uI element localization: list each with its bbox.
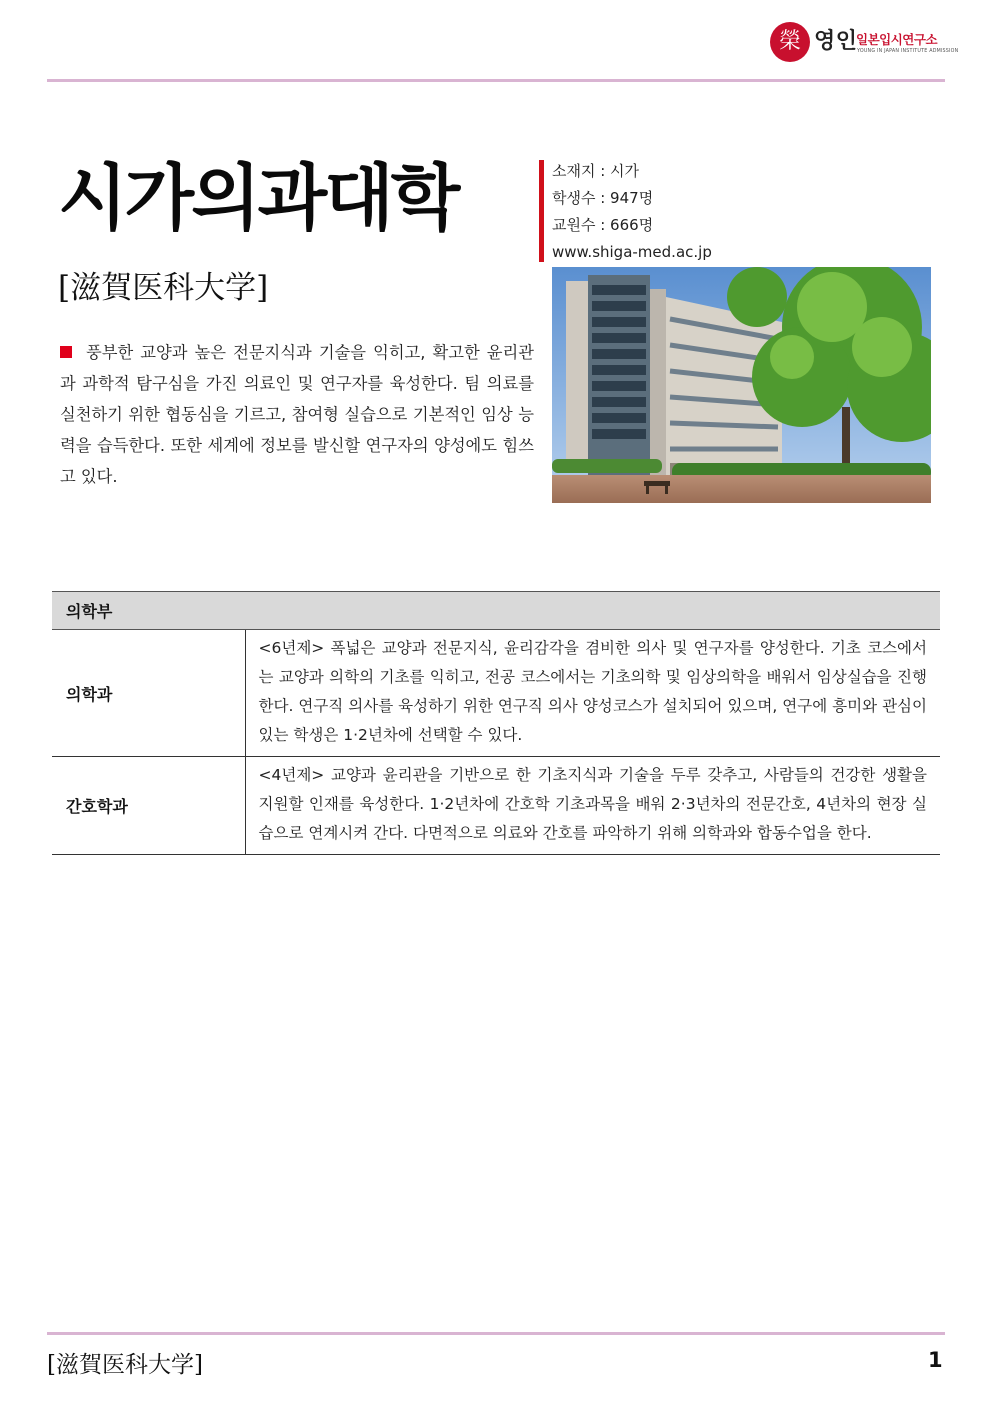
institute-logo — [770, 22, 960, 64]
page-title: 시가의과대학 — [58, 156, 458, 240]
logo-subtitle: 일본입시연구소 — [856, 32, 938, 47]
faculty-name: 의학부 — [52, 592, 940, 630]
page-subtitle: [滋賀医科大学] — [58, 270, 269, 306]
campus-photo — [552, 267, 931, 503]
info-website[interactable]: www.shiga-med.ac.jp — [552, 243, 712, 261]
red-square-bullet-icon — [60, 346, 72, 358]
logo-tagline: YOUNG IN JAPAN INSTITUTE ADMISSION — [857, 49, 959, 54]
table-row — [52, 630, 940, 757]
footer-divider — [47, 1332, 945, 1335]
department-name: 의학과 — [52, 630, 245, 757]
footer-label: [滋賀医科大学] — [47, 1352, 203, 1378]
faculty-header-row — [52, 592, 940, 630]
intro-text: 풍부한 교양과 높은 전문지식과 기술을 익히고, 확고한 윤리관과 과학적 탐구심을 가진 의료인 및 연구자를 육성한다. 팀 의료를 실천하기 위한 협동심을 기르고, 참여형 실습으로 기본적인 임상 능력을 습득한다. 또한 세계에 정보를 발신할 연구자의 양성에도 힘쓰고 있다. — [60, 343, 534, 486]
header-divider — [47, 79, 945, 82]
department-description: <4년제> 교양과 윤리관을 기반으로 한 기초지식과 기술을 두루 갖추고, 사람들의 건강한 생활을 지원할 인재를 육성한다. 1·2년차에 간호학 기초과목을 배워 2·3년차의 전문간호, 4년차의 현장 실습으로 연계시켜 간다. 다면적으로 의료와 간호를 파악하기 위해 의학과와 합동수업을 한다. — [245, 757, 940, 855]
info-students: 학생수 : 947명 — [552, 189, 654, 207]
info-location: 소재지 : 시가 — [552, 162, 640, 180]
department-description: <6년제> 폭넓은 교양과 전문지식, 윤리감각을 겸비한 의사 및 연구자를 양성한다. 기초 코스에서는 교양과 의학의 기초를 익히고, 전공 코스에서는 기초의학 및 임상의학을 배워서 임상실습을 진행한다. 연구직 의사를 육성하기 위한 연구직 의사 양성코스가 설치되어 있으며, 연구에 흥미와 관심이 있는 학생은 1·2년차에 선택할 수 있다. — [245, 630, 940, 757]
intro-paragraph — [60, 337, 534, 492]
info-accent-bar — [539, 160, 544, 262]
table-row — [52, 757, 940, 855]
info-faculty-count: 교원수 : 666명 — [552, 216, 654, 234]
logo-name: 영인 — [814, 29, 858, 54]
logo-seal-icon: 榮 — [770, 22, 810, 62]
university-info — [552, 158, 712, 266]
faculty-table — [52, 591, 940, 855]
department-name: 간호학과 — [52, 757, 245, 855]
page-number: 1 — [928, 1348, 943, 1372]
